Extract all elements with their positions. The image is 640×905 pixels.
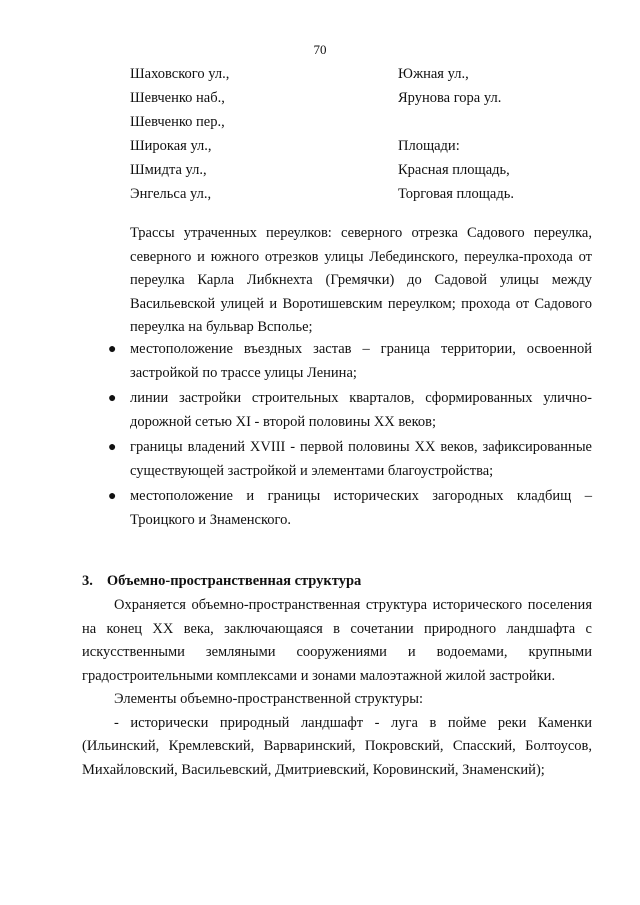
page-number: 70 — [313, 42, 327, 57]
street-name: Шевченко наб., — [130, 90, 225, 106]
bullet-icon: ● — [108, 342, 117, 357]
street-name: Широкая ул., — [130, 138, 212, 154]
street-name: Шевченко пер., — [130, 114, 225, 130]
street-list-right — [398, 62, 514, 206]
body-paragraph: Элементы объемно-пространственной структуры: — [114, 691, 424, 707]
square-name: Торговая площадь. — [398, 186, 514, 202]
list-item-text: местоположение въездных застав – граница территории, освоенной застройкой по трассе улицы Ленина; — [130, 341, 592, 381]
street-name: Шмидта ул., — [130, 162, 207, 178]
section-heading — [82, 570, 361, 594]
squares-heading: Площади: — [398, 138, 460, 154]
bullet-icon: ● — [108, 440, 117, 455]
list-item-text: линии застройки строительных кварталов, сформированных улично-дорожной сетью XI - второй половины XX веков; — [130, 390, 592, 430]
list-item — [108, 387, 592, 434]
street-name: Энгельса ул., — [130, 186, 212, 202]
street-name: Южная ул., — [398, 66, 469, 82]
section-number: 3. — [82, 573, 93, 589]
body-paragraph: Охраняется объемно-пространственная структура исторического поселения на конец XX века, заключающаяся в сочетании природного ландшафта с искусственными земляными сооружениями и водоемами, крупными градостроительными комплексами и зонами малоэтажной жилой застройки. — [82, 597, 592, 684]
street-list-left — [130, 62, 229, 206]
spacer — [398, 110, 514, 134]
bullet-icon: ● — [108, 489, 117, 504]
body-paragraph: - исторически природный ландшафт - луга в пойме реки Каменки (Ильинский, Кремлевский, Варваринский, Покровский, Спасский, Болтоусов, Михайловский, Васильевский, Дмитриевский, Коровинский, Знаменский); — [82, 714, 592, 778]
street-name: Ярунова гора ул. — [398, 90, 502, 106]
section-body — [82, 594, 592, 782]
list-item — [108, 436, 592, 483]
lost-lanes-paragraph: Трассы утраченных переулков: северного отрезка Садового переулка, северного и южного отрезков улицы Лебединского, переулка-прохода от переулка Карла Либкнехта (Гремячки) до Садовой улицы между Васильевской улицей и Воротишевским переулком; прохода от Садового переулка на бульвар Всполье; — [130, 225, 592, 335]
protected-elements-list — [108, 338, 592, 534]
list-item-text: местоположение и границы исторических загородных кладбищ – Троицкого и Знаменского. — [130, 488, 592, 528]
bullet-icon: ● — [108, 391, 117, 406]
list-item — [108, 485, 592, 532]
section-title: Объемно-пространственная структура — [106, 573, 362, 589]
street-name: Шаховского ул., — [130, 66, 230, 82]
list-item-text: границы владений XVIII - первой половины XX веков, зафиксированные существующей застройкой и элементами благоустройства; — [130, 439, 592, 479]
square-name: Красная площадь, — [398, 162, 510, 178]
list-item — [108, 338, 592, 385]
